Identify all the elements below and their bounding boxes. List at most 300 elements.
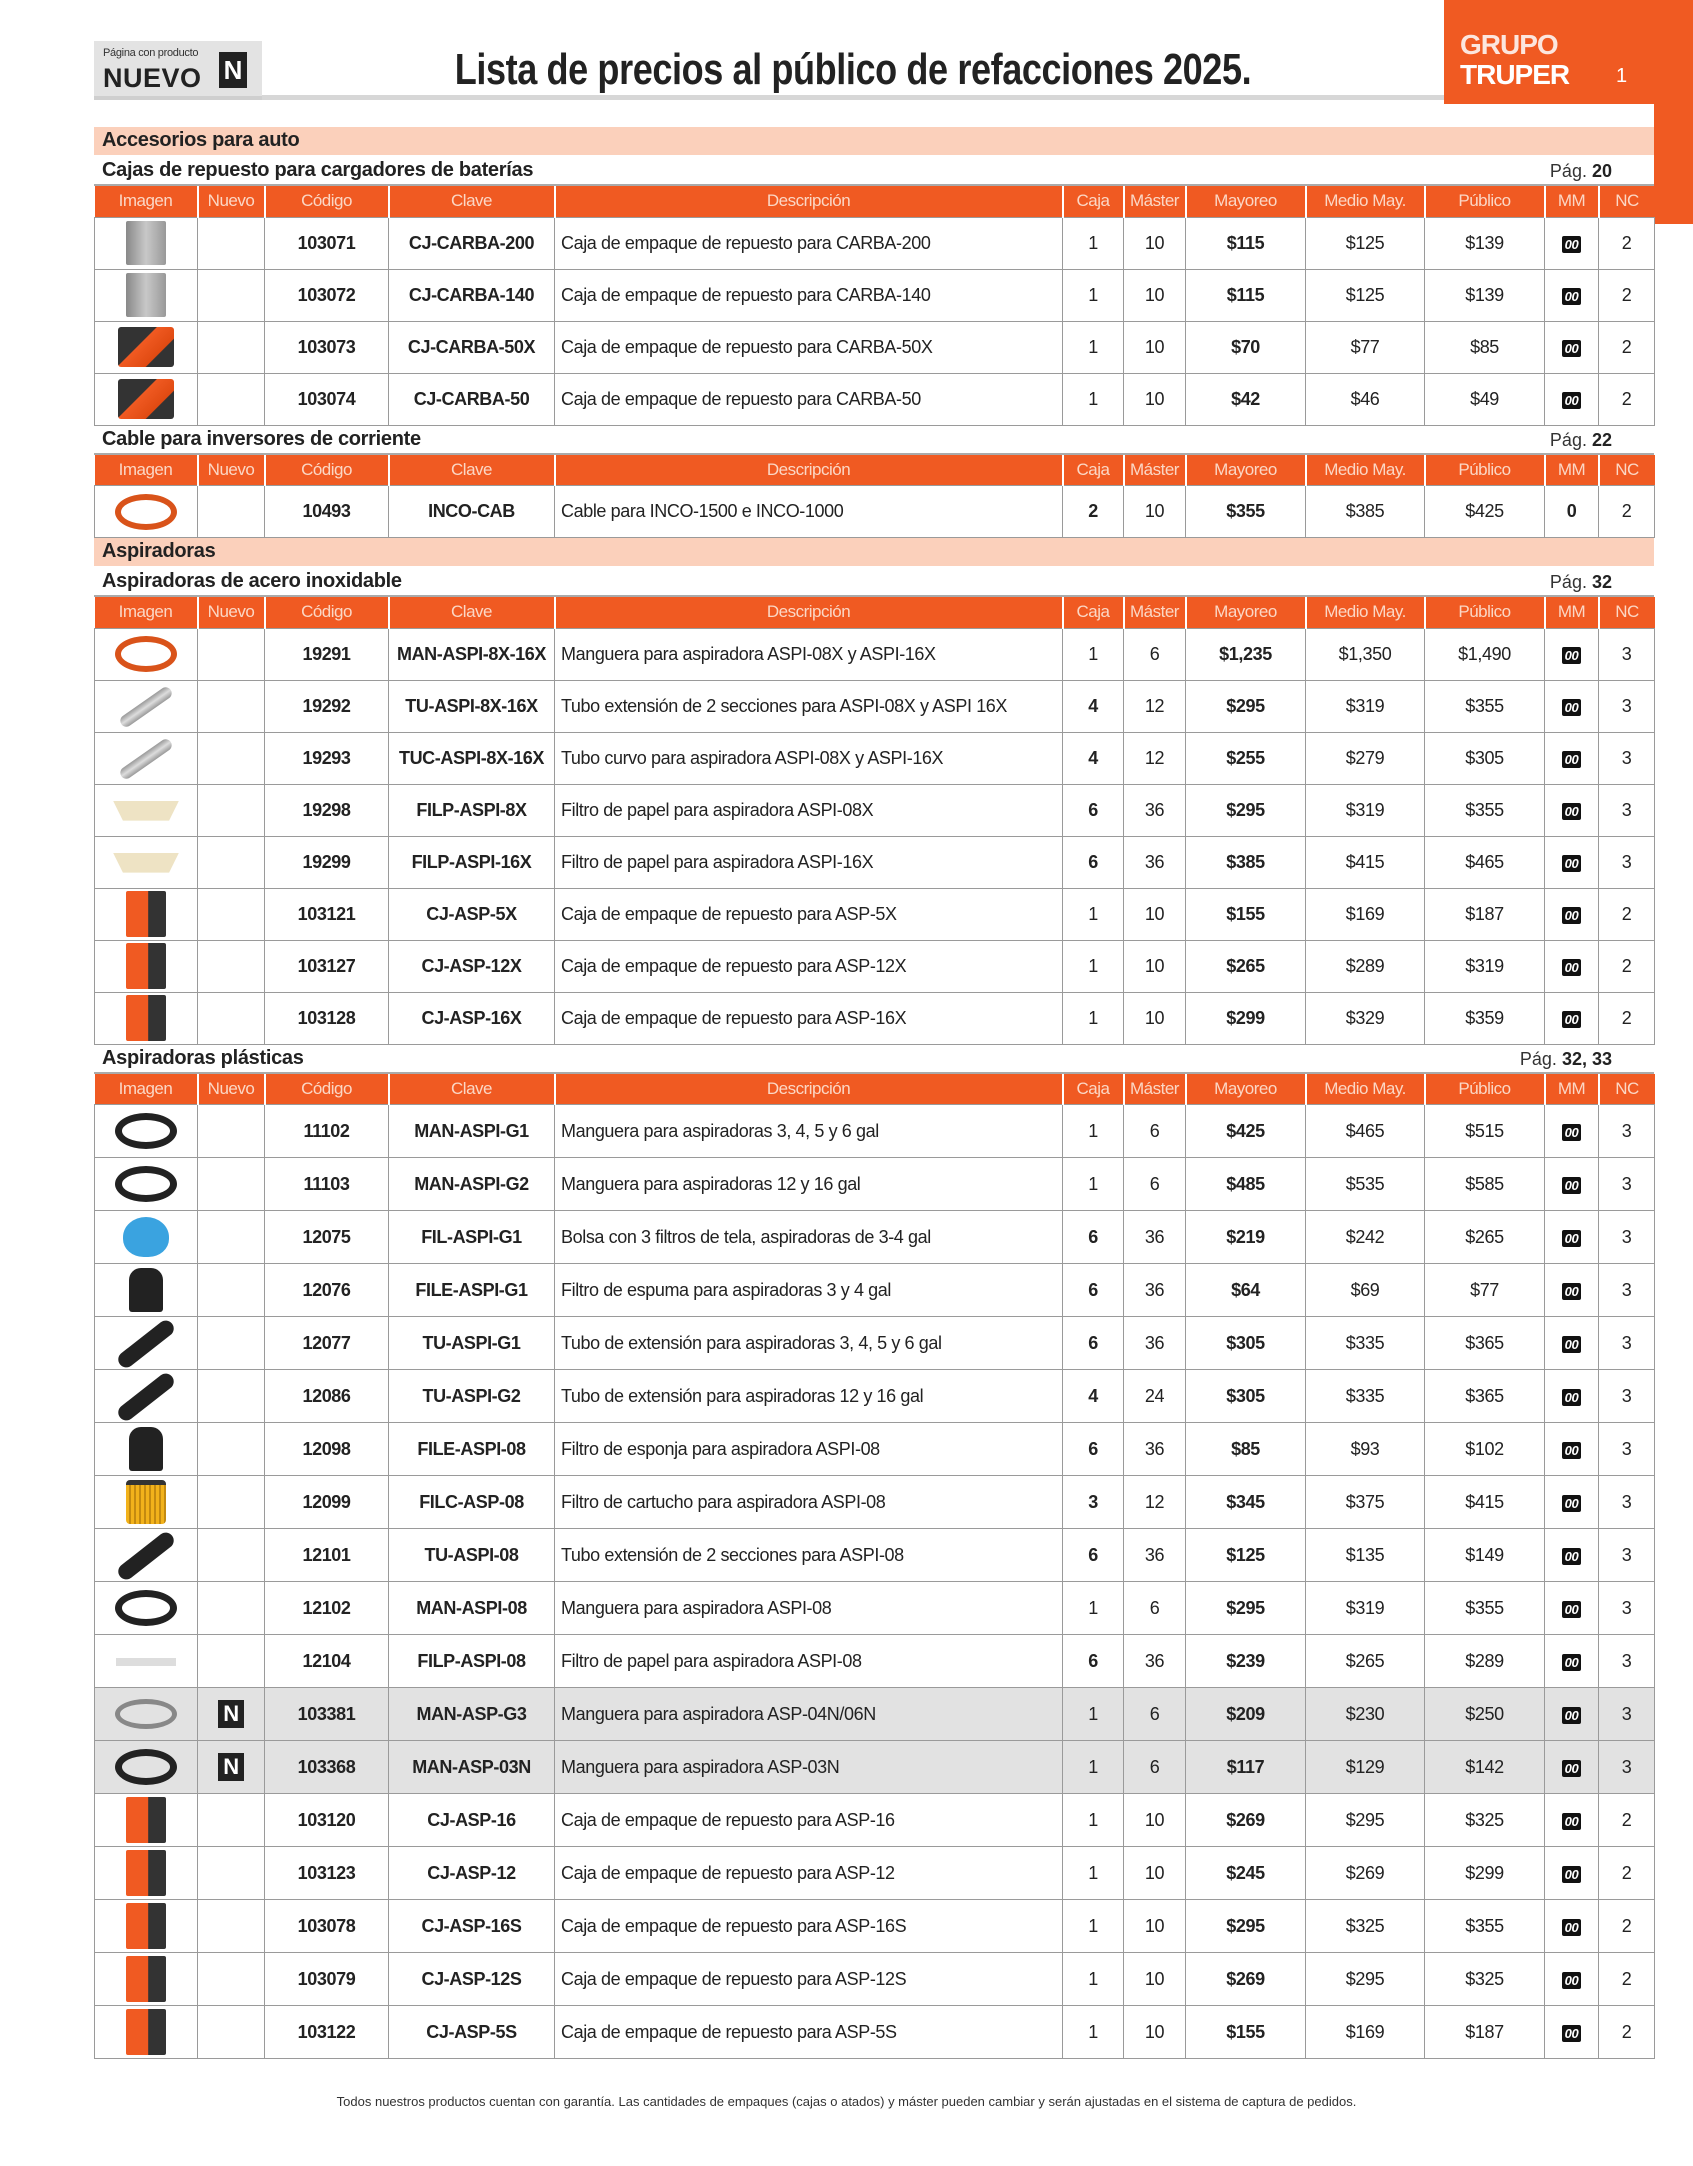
cell-half-wholesale-price: $319 (1306, 784, 1425, 836)
cell-key: FILP-ASPI-08 (389, 1635, 555, 1688)
column-header-code: Código (265, 455, 389, 486)
cell-nc: 2 (1599, 992, 1655, 1044)
cell-box-qty: 4 (1063, 680, 1124, 732)
table-row (95, 1476, 1655, 1529)
tube-black-product-icon (115, 1370, 177, 1423)
mm-value: 00 (1562, 647, 1582, 664)
cell-wholesale-price: $269 (1186, 1953, 1306, 2006)
cell-nc: 2 (1599, 321, 1655, 373)
mm-value: 00 (1562, 699, 1582, 716)
cell-description: Caja de empaque de repuesto para ASP-16 (555, 1794, 1063, 1847)
hose-orange-product-icon (115, 494, 177, 530)
cell-key: CJ-ASP-12X (389, 940, 555, 992)
table-row (95, 1370, 1655, 1423)
cell-mm (1545, 1529, 1599, 1582)
cell-half-wholesale-price: $415 (1306, 836, 1425, 888)
cell-new (198, 1211, 265, 1264)
cell-half-wholesale-price: $77 (1306, 321, 1425, 373)
cell-description: Filtro de papel para aspiradora ASPI-16X (555, 836, 1063, 888)
cell-box-qty: 1 (1063, 1953, 1124, 2006)
cell-mm (1545, 1847, 1599, 1900)
cell-code: 12076 (265, 1264, 389, 1317)
cell-mm (1545, 1264, 1599, 1317)
cell-wholesale-price: $115 (1186, 217, 1306, 269)
cell-key: MAN-ASPI-G2 (389, 1158, 555, 1211)
cell-image (95, 1688, 198, 1741)
cell-key: CJ-ASP-12 (389, 1847, 555, 1900)
cell-image (95, 680, 198, 732)
mm-value: 00 (1562, 1919, 1582, 1936)
cell-half-wholesale-price: $135 (1306, 1529, 1425, 1582)
column-header-description: Descripción (555, 186, 1063, 217)
cell-wholesale-price: $385 (1186, 836, 1306, 888)
cell-key: FILP-ASPI-16X (389, 836, 555, 888)
cell-nc: 3 (1599, 1529, 1655, 1582)
cell-nc: 3 (1599, 1158, 1655, 1211)
box-gray-product-icon (126, 273, 166, 317)
cell-key: CJ-CARBA-140 (389, 269, 555, 321)
cell-public-price: $265 (1425, 1211, 1545, 1264)
cell-description: Tubo de extensión para aspiradoras 3, 4, 5 y 6 gal (555, 1317, 1063, 1370)
catalog-page-ref (1550, 572, 1612, 593)
cell-image (95, 1582, 198, 1635)
table-row (95, 732, 1655, 784)
cell-code: 103368 (265, 1741, 389, 1794)
table-row (95, 1688, 1655, 1741)
mm-value: 00 (1562, 1760, 1582, 1777)
tube-black-product-icon (115, 1317, 177, 1370)
cell-mm (1545, 373, 1599, 425)
cell-image (95, 1741, 198, 1794)
cell-wholesale-price: $425 (1186, 1105, 1306, 1158)
cell-mm (1545, 1423, 1599, 1476)
column-header-mm: MM (1545, 455, 1599, 486)
subsection-heading (94, 1045, 1654, 1074)
column-header-box-qty: Caja (1063, 1074, 1124, 1105)
column-header-key: Clave (389, 186, 555, 217)
column-header-nc: NC (1599, 1074, 1655, 1105)
cell-box-qty: 1 (1063, 2006, 1124, 2059)
cell-master-qty: 10 (1124, 1900, 1186, 1953)
cell-key: FILC-ASP-08 (389, 1476, 555, 1529)
cell-public-price: $299 (1425, 1847, 1545, 1900)
cell-nc: 2 (1599, 888, 1655, 940)
column-header-new: Nuevo (198, 1074, 265, 1105)
cell-mm (1545, 1211, 1599, 1264)
mm-value: 00 (1562, 855, 1582, 872)
column-header-mm: MM (1545, 186, 1599, 217)
cell-mm (1545, 1741, 1599, 1794)
cell-mm (1545, 732, 1599, 784)
cell-half-wholesale-price: $69 (1306, 1264, 1425, 1317)
new-n-icon: N (219, 52, 247, 88)
cell-image (95, 628, 198, 680)
table-row (95, 321, 1655, 373)
cell-key: FIL-ASPI-G1 (389, 1211, 555, 1264)
cell-key: TU-ASPI-8X-16X (389, 680, 555, 732)
footer-note: Todos nuestros productos cuentan con garantía. Las cantidades de empaques (cajas o atados) y máster pueden cambiar y serán ajustadas en el sistema de captura de pedidos. (336, 2094, 1357, 2109)
cell-master-qty: 10 (1124, 888, 1186, 940)
cell-half-wholesale-price: $319 (1306, 1582, 1425, 1635)
cell-mm (1545, 1105, 1599, 1158)
cell-key: MAN-ASP-G3 (389, 1688, 555, 1741)
cell-box-qty: 1 (1063, 888, 1124, 940)
cell-wholesale-price: $1,235 (1186, 628, 1306, 680)
column-header-half-wholesale-price: Medio May. (1306, 597, 1425, 628)
cell-box-qty: 1 (1063, 269, 1124, 321)
table-row (95, 1158, 1655, 1211)
cell-code: 103128 (265, 992, 389, 1044)
mm-value: 00 (1562, 1230, 1582, 1247)
cell-nc: 2 (1599, 486, 1655, 538)
cell-half-wholesale-price: $385 (1306, 486, 1425, 538)
cell-mm (1545, 217, 1599, 269)
column-header-master-qty: Máster (1124, 1074, 1186, 1105)
cell-new (198, 1264, 265, 1317)
cell-wholesale-price: $42 (1186, 373, 1306, 425)
column-header-half-wholesale-price: Medio May. (1306, 186, 1425, 217)
cell-code: 11103 (265, 1158, 389, 1211)
cell-new (198, 1476, 265, 1529)
cell-half-wholesale-price: $169 (1306, 888, 1425, 940)
column-header-box-qty: Caja (1063, 597, 1124, 628)
section-heading: Aspiradoras (94, 538, 1654, 568)
cell-key: CJ-ASP-16X (389, 992, 555, 1044)
hose-gray-product-icon (115, 1699, 177, 1729)
cell-key: MAN-ASPI-8X-16X (389, 628, 555, 680)
cell-image (95, 1317, 198, 1370)
cell-nc: 3 (1599, 836, 1655, 888)
column-header-wholesale-price: Mayoreo (1186, 597, 1306, 628)
cell-nc: 3 (1599, 1476, 1655, 1529)
box-orange-tall-product-icon (126, 1850, 166, 1896)
cell-half-wholesale-price: $295 (1306, 1953, 1425, 2006)
cell-wholesale-price: $255 (1186, 732, 1306, 784)
cell-nc: 3 (1599, 1635, 1655, 1688)
cell-box-qty: 6 (1063, 1317, 1124, 1370)
table-row (95, 1264, 1655, 1317)
cell-nc: 2 (1599, 1953, 1655, 2006)
cell-master-qty: 10 (1124, 321, 1186, 373)
cell-public-price: $187 (1425, 888, 1545, 940)
cell-nc: 2 (1599, 1847, 1655, 1900)
cell-nc: 3 (1599, 784, 1655, 836)
cell-half-wholesale-price: $230 (1306, 1688, 1425, 1741)
cell-wholesale-price: $70 (1186, 321, 1306, 373)
catalog-page-ref (1550, 161, 1612, 182)
cell-master-qty: 6 (1124, 1741, 1186, 1794)
table-row (95, 269, 1655, 321)
cell-description: Filtro de cartucho para aspiradora ASPI-08 (555, 1476, 1063, 1529)
cell-box-qty: 1 (1063, 1158, 1124, 1211)
cell-master-qty: 36 (1124, 1529, 1186, 1582)
cell-box-qty: 1 (1063, 1688, 1124, 1741)
cell-box-qty: 1 (1063, 1794, 1124, 1847)
foam-black-product-icon (129, 1268, 163, 1312)
table-row (95, 1741, 1655, 1794)
column-header-code: Código (265, 186, 389, 217)
column-header-mm: MM (1545, 1074, 1599, 1105)
cell-nc: 2 (1599, 269, 1655, 321)
cell-public-price: $1,490 (1425, 628, 1545, 680)
mm-value: 0 (1566, 501, 1577, 521)
cell-wholesale-price: $219 (1186, 1211, 1306, 1264)
cell-description: Caja de empaque de repuesto para ASP-16S (555, 1900, 1063, 1953)
hose-black-product-icon (115, 1166, 177, 1202)
cell-nc: 3 (1599, 1582, 1655, 1635)
column-header-box-qty: Caja (1063, 455, 1124, 486)
cell-description: Caja de empaque de repuesto para ASP-12 (555, 1847, 1063, 1900)
logo-line-1: GRUPO (1460, 29, 1558, 60)
column-header-box-qty: Caja (1063, 186, 1124, 217)
cell-wholesale-price: $485 (1186, 1158, 1306, 1211)
cell-code: 103127 (265, 940, 389, 992)
cell-new (198, 1741, 265, 1794)
column-header-master-qty: Máster (1124, 455, 1186, 486)
cell-key: FILP-ASPI-8X (389, 784, 555, 836)
column-header-nc: NC (1599, 455, 1655, 486)
cell-box-qty: 1 (1063, 1847, 1124, 1900)
cell-box-qty: 1 (1063, 1900, 1124, 1953)
cell-mm (1545, 888, 1599, 940)
cell-image (95, 1529, 198, 1582)
cell-key: MAN-ASPI-G1 (389, 1105, 555, 1158)
column-header-half-wholesale-price: Medio May. (1306, 455, 1425, 486)
cell-half-wholesale-price: $93 (1306, 1423, 1425, 1476)
cell-half-wholesale-price: $295 (1306, 1794, 1425, 1847)
cell-key: CJ-ASP-5X (389, 888, 555, 940)
cell-master-qty: 10 (1124, 2006, 1186, 2059)
cell-half-wholesale-price: $129 (1306, 1741, 1425, 1794)
table-row (95, 992, 1655, 1044)
cell-new (198, 1688, 265, 1741)
cell-mm (1545, 680, 1599, 732)
grupo-truper-logo (1444, 0, 1693, 104)
badge-title: NUEVO (103, 63, 202, 93)
column-header-master-qty: Máster (1124, 186, 1186, 217)
cell-code: 12077 (265, 1317, 389, 1370)
side-accent-bar (1654, 104, 1693, 224)
cell-public-price: $465 (1425, 836, 1545, 888)
section-heading: Accesorios para auto (94, 127, 1654, 157)
cell-code: 19291 (265, 628, 389, 680)
cell-mm (1545, 321, 1599, 373)
cell-wholesale-price: $305 (1186, 1317, 1306, 1370)
column-header-nc: NC (1599, 186, 1655, 217)
cell-wholesale-price: $85 (1186, 1423, 1306, 1476)
cell-box-qty: 6 (1063, 1423, 1124, 1476)
column-header-image: Imagen (95, 1074, 198, 1105)
table-row (95, 1847, 1655, 1900)
column-header-code: Código (265, 1074, 389, 1105)
box-orange-tall-product-icon (126, 1797, 166, 1843)
cell-box-qty: 1 (1063, 1582, 1124, 1635)
cell-description: Tubo curvo para aspiradora ASPI-08X y ASPI-16X (555, 732, 1063, 784)
cell-wholesale-price: $295 (1186, 1900, 1306, 1953)
cell-mm (1545, 1953, 1599, 2006)
price-table (94, 1074, 1655, 2060)
cell-mm (1545, 940, 1599, 992)
cell-code: 103121 (265, 888, 389, 940)
cell-new (198, 732, 265, 784)
logo-line-2: TRUPER (1460, 59, 1570, 90)
cell-image (95, 1211, 198, 1264)
cell-master-qty: 6 (1124, 1582, 1186, 1635)
cell-nc: 2 (1599, 217, 1655, 269)
table-row (95, 1953, 1655, 2006)
cell-public-price: $325 (1425, 1794, 1545, 1847)
cell-public-price: $355 (1425, 784, 1545, 836)
cell-wholesale-price: $155 (1186, 888, 1306, 940)
cell-public-price: $415 (1425, 1476, 1545, 1529)
cell-half-wholesale-price: $329 (1306, 992, 1425, 1044)
table-row (95, 1582, 1655, 1635)
cell-master-qty: 12 (1124, 1476, 1186, 1529)
cell-wholesale-price: $245 (1186, 1847, 1306, 1900)
cell-wholesale-price: $209 (1186, 1688, 1306, 1741)
cell-description: Manguera para aspiradora ASP-04N/06N (555, 1688, 1063, 1741)
cell-image (95, 269, 198, 321)
cell-box-qty: 1 (1063, 992, 1124, 1044)
cell-code: 19292 (265, 680, 389, 732)
cell-image (95, 1423, 198, 1476)
mm-value: 00 (1562, 803, 1582, 820)
cell-new (198, 1847, 265, 1900)
table-row (95, 680, 1655, 732)
cell-wholesale-price: $295 (1186, 1582, 1306, 1635)
cell-code: 19293 (265, 732, 389, 784)
mm-value: 00 (1562, 340, 1582, 357)
cell-code: 12098 (265, 1423, 389, 1476)
subsection-title: Cable para inversores de corriente (102, 427, 421, 450)
cell-description: Manguera para aspiradora ASPI-08X y ASPI-16X (555, 628, 1063, 680)
cell-nc: 3 (1599, 1688, 1655, 1741)
cell-code: 103078 (265, 1900, 389, 1953)
cell-image (95, 2006, 198, 2059)
cell-code: 103381 (265, 1688, 389, 1741)
cell-master-qty: 36 (1124, 1211, 1186, 1264)
filter-paper-product-icon (113, 853, 179, 873)
subsection-heading (94, 426, 1654, 455)
box-orange-tall-product-icon (126, 1956, 166, 2002)
cell-mm (1545, 1158, 1599, 1211)
column-header-image: Imagen (95, 597, 198, 628)
mm-value: 00 (1562, 959, 1582, 976)
cell-image (95, 888, 198, 940)
table-row (95, 628, 1655, 680)
cell-wholesale-price: $64 (1186, 1264, 1306, 1317)
cell-new (198, 1635, 265, 1688)
cell-mm (1545, 1900, 1599, 1953)
column-header-wholesale-price: Mayoreo (1186, 186, 1306, 217)
box-orange-product-icon (118, 379, 174, 419)
cell-new (198, 373, 265, 425)
cell-key: INCO-CAB (389, 486, 555, 538)
cell-half-wholesale-price: $289 (1306, 940, 1425, 992)
cell-image (95, 1900, 198, 1953)
cell-image (95, 732, 198, 784)
pag-number: 32 (1591, 572, 1612, 592)
cell-public-price: $355 (1425, 1582, 1545, 1635)
cell-master-qty: 36 (1124, 1423, 1186, 1476)
mm-value: 00 (1562, 1283, 1582, 1300)
cell-half-wholesale-price: $535 (1306, 1158, 1425, 1211)
cell-public-price: $359 (1425, 992, 1545, 1044)
cell-description: Caja de empaque de repuesto para CARBA-140 (555, 269, 1063, 321)
table-row (95, 784, 1655, 836)
subsection-title: Aspiradoras de acero inoxidable (102, 570, 402, 592)
cell-nc: 3 (1599, 1211, 1655, 1264)
cell-half-wholesale-price: $335 (1306, 1317, 1425, 1370)
cell-new (198, 680, 265, 732)
cell-mm (1545, 784, 1599, 836)
table-row (95, 217, 1655, 269)
cell-new (198, 2006, 265, 2059)
cell-public-price: $102 (1425, 1423, 1545, 1476)
foam-black-product-icon (129, 1427, 163, 1471)
cell-new (198, 486, 265, 538)
column-header-public-price: Público (1425, 597, 1545, 628)
column-header-key: Clave (389, 455, 555, 486)
pag-number: 32, 33 (1561, 1048, 1612, 1069)
mm-value: 00 (1562, 1707, 1582, 1724)
cell-description: Caja de empaque de repuesto para ASP-5X (555, 888, 1063, 940)
table-row (95, 888, 1655, 940)
catalog-page-ref (1520, 1049, 1612, 1070)
cell-public-price: $425 (1425, 486, 1545, 538)
cell-public-price: $85 (1425, 321, 1545, 373)
cell-new (198, 1794, 265, 1847)
mm-value: 00 (1562, 1601, 1582, 1618)
cell-wholesale-price: $125 (1186, 1529, 1306, 1582)
cell-code: 103074 (265, 373, 389, 425)
cell-master-qty: 6 (1124, 1688, 1186, 1741)
cell-public-price: $319 (1425, 940, 1545, 992)
cell-key: CJ-CARBA-50 (389, 373, 555, 425)
cell-public-price: $149 (1425, 1529, 1545, 1582)
cell-key: TU-ASPI-G2 (389, 1370, 555, 1423)
cell-key: FILE-ASPI-08 (389, 1423, 555, 1476)
cell-wholesale-price: $345 (1186, 1476, 1306, 1529)
cell-nc: 3 (1599, 1370, 1655, 1423)
cell-description: Caja de empaque de repuesto para CARBA-50X (555, 321, 1063, 373)
cell-new (198, 321, 265, 373)
cell-new (198, 1317, 265, 1370)
cell-mm (1545, 992, 1599, 1044)
table-row (95, 1794, 1655, 1847)
cell-description: Bolsa con 3 filtros de tela, aspiradoras de 3-4 gal (555, 1211, 1063, 1264)
cell-key: FILE-ASPI-G1 (389, 1264, 555, 1317)
box-orange-tall-product-icon (126, 891, 166, 937)
cell-master-qty: 10 (1124, 269, 1186, 321)
cell-image (95, 1476, 198, 1529)
cell-code: 103072 (265, 269, 389, 321)
cell-master-qty: 12 (1124, 732, 1186, 784)
column-header-wholesale-price: Mayoreo (1186, 455, 1306, 486)
box-orange-tall-product-icon (126, 995, 166, 1041)
cell-new (198, 992, 265, 1044)
cell-new (198, 1423, 265, 1476)
cell-mm (1545, 269, 1599, 321)
new-n-icon: N (218, 1753, 244, 1781)
tube-gray-product-icon (118, 737, 174, 781)
cell-new (198, 1158, 265, 1211)
table-row (95, 1423, 1655, 1476)
mm-value: 00 (1562, 1336, 1582, 1353)
cell-nc: 2 (1599, 1794, 1655, 1847)
cell-image (95, 836, 198, 888)
cell-half-wholesale-price: $465 (1306, 1105, 1425, 1158)
